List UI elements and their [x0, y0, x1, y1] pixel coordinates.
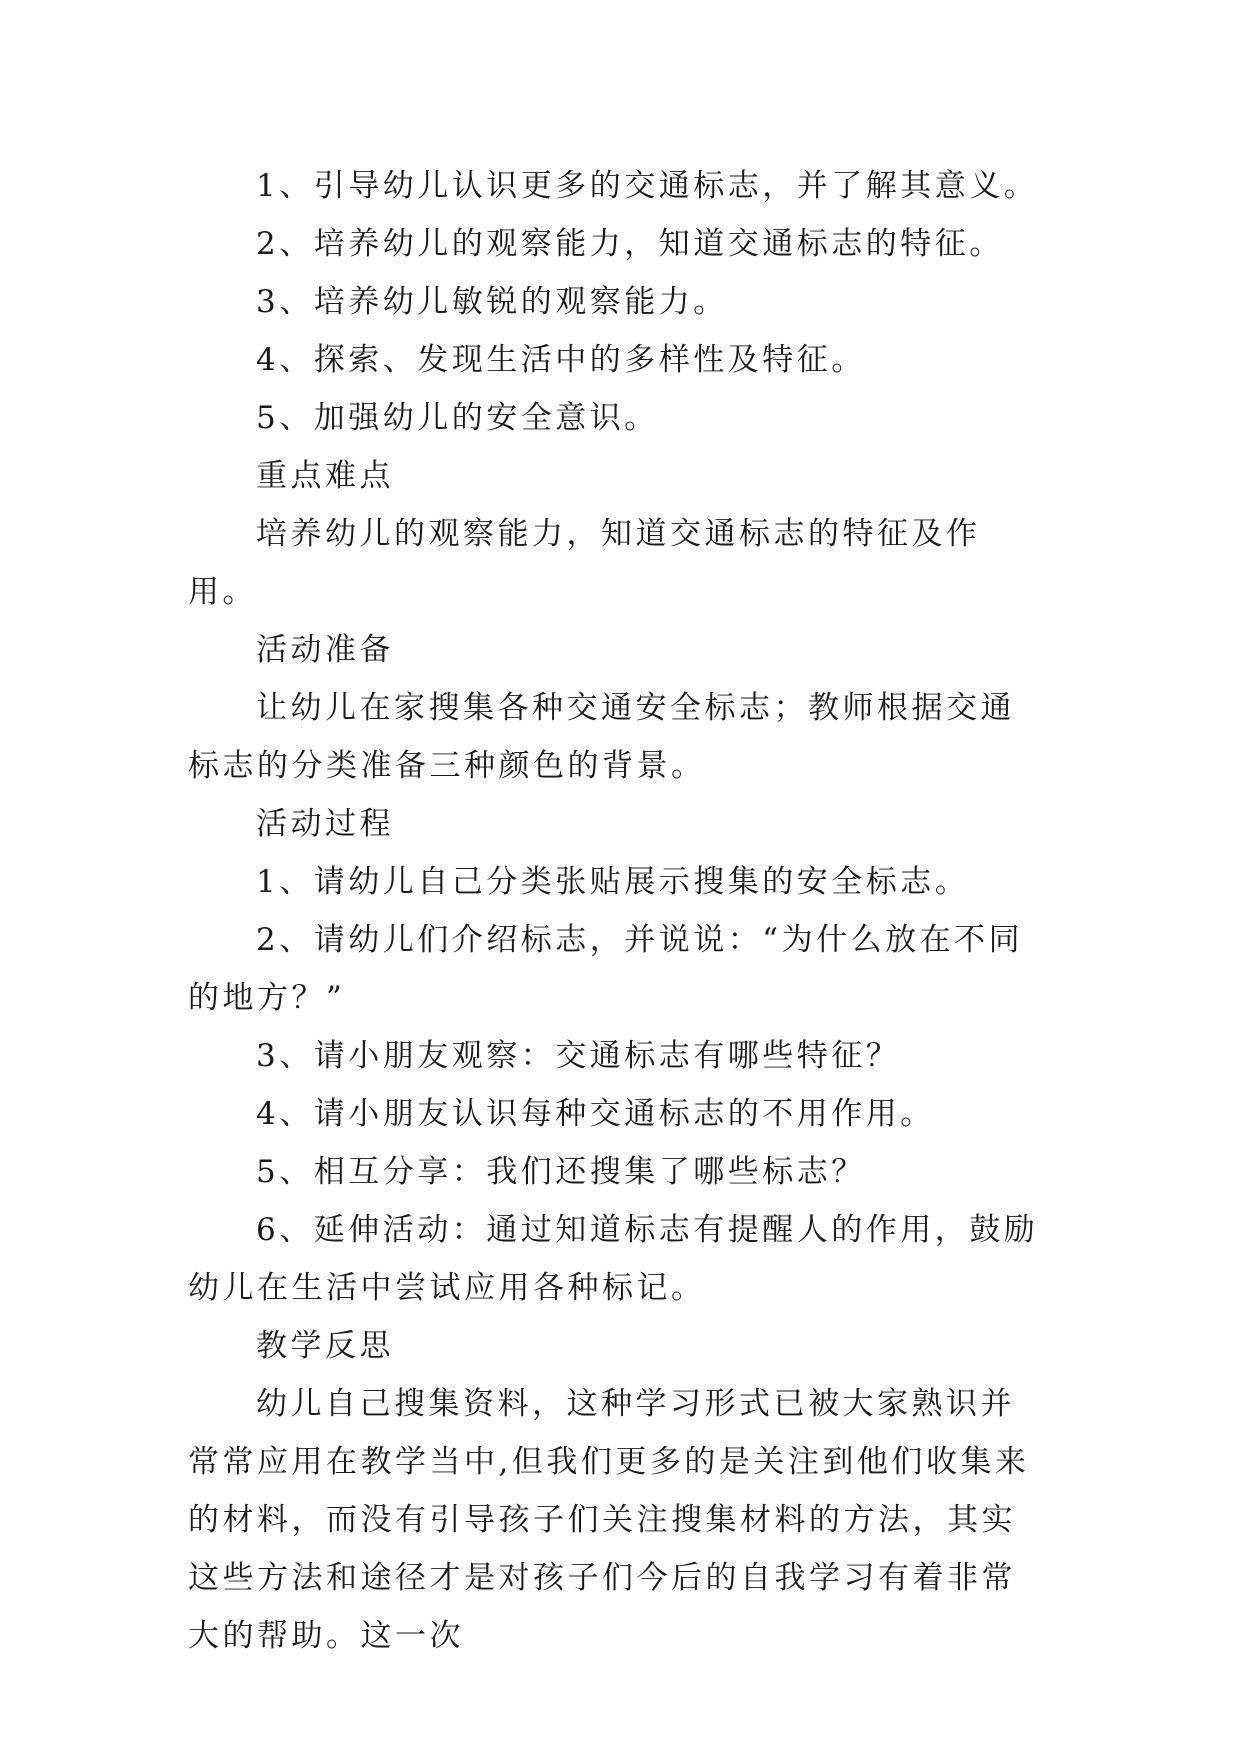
objective-3: 3、培养幼儿敏锐的观察能力。: [256, 284, 728, 320]
section-heading-process: 活动过程: [256, 806, 394, 842]
process-step-4: 4、请小朋友认识每种交通标志的不用作用。: [256, 1096, 935, 1132]
objective-4: 4、探索、发现生活中的多样性及特征。: [256, 342, 866, 378]
preparation-text: 让幼儿在家搜集各种交通安全标志；教师根据交通标志的分类准备三种颜色的背景。: [188, 690, 1015, 784]
section-heading-preparation: 活动准备: [256, 632, 394, 668]
objective-1: 1、引导幼儿认识更多的交通标志，并了解其意义。: [256, 168, 1039, 204]
document-body: [188, 157, 1048, 1665]
process-step-5: 5、相互分享：我们还搜集了哪些标志？: [256, 1154, 866, 1190]
section-heading-key-points: 重点难点: [256, 458, 394, 494]
objective-5: 5、加强幼儿的安全意识。: [256, 400, 659, 436]
process-step-6: 6、延伸活动：通过知道标志有提醒人的作用，鼓励幼儿在生活中尝试应用各种标记。: [188, 1212, 1039, 1306]
key-points-text: 培养幼儿的观察能力，知道交通标志的特征及作用。: [188, 516, 981, 610]
objective-2: 2、培养幼儿的观察能力，知道交通标志的特征。: [256, 226, 1004, 262]
process-step-2: 2、请幼儿们介绍标志，并说说：“为什么放在不同的地方？”: [188, 922, 1024, 1016]
section-heading-reflection: 教学反思: [256, 1328, 394, 1364]
reflection-text: 幼儿自己搜集资料，这种学习形式已被大家熟识并常常应用在教学当中,但我们更多的是关注到他们收集来的材料，而没有引导孩子们关注搜集材料的方法，其实这些方法和途径才是对孩子们今后的自我学习有着非常大的帮助。这一次: [188, 1386, 1030, 1654]
process-step-1: 1、请幼儿自己分类张贴展示搜集的安全标志。: [256, 864, 970, 900]
process-step-3: 3、请小朋友观察：交通标志有哪些特征？: [256, 1038, 901, 1074]
